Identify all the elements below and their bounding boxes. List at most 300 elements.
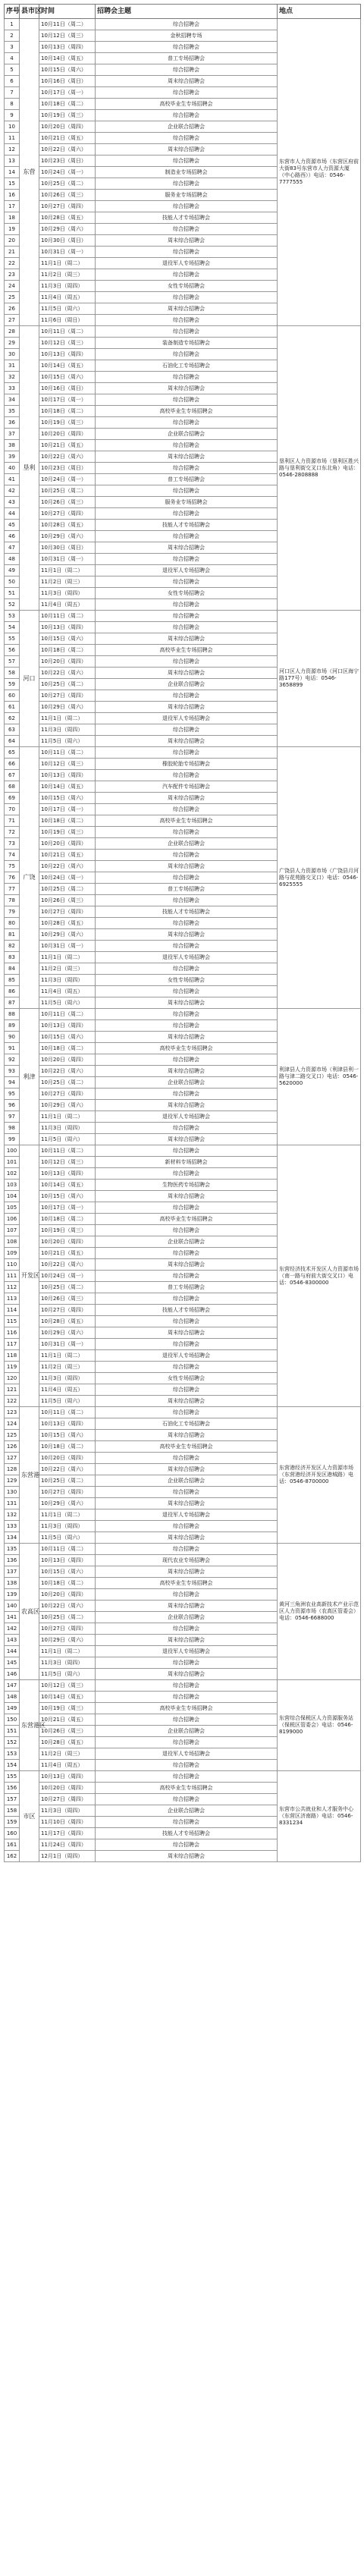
row-index: 123 <box>5 1407 20 1418</box>
topic-cell: 周末综合招聘会 <box>96 1669 278 1680</box>
row-index: 162 <box>5 1851 20 1862</box>
topic-cell: 综合招聘会 <box>96 963 278 975</box>
topic-cell: 退役军人专场招聘会 <box>96 565 278 576</box>
topic-cell: 综合招聘会 <box>96 485 278 497</box>
time-cell: 10月15日（周六） <box>39 1032 96 1043</box>
topic-cell: 高校毕业生专场招聘会 <box>96 1783 278 1794</box>
row-index: 100 <box>5 1145 20 1157</box>
time-cell: 10月17日（周一） <box>39 804 96 815</box>
topic-cell: 周末综合招聘会 <box>96 1259 278 1271</box>
topic-cell: 综合招聘会 <box>96 1623 278 1635</box>
venue-cell: 利津县人力资源市场（利津县利一路与津二路交叉口）电话：0546-5620000 <box>278 1009 361 1145</box>
time-cell: 10月15日（周六） <box>39 372 96 383</box>
time-cell: 11月1日（周二） <box>39 1350 96 1362</box>
row-index: 77 <box>5 884 20 895</box>
row-index: 28 <box>5 326 20 338</box>
topic-cell: 技能人才专场招聘会 <box>96 906 278 918</box>
row-index: 153 <box>5 1748 20 1760</box>
time-cell: 10月18日（周二） <box>39 99 96 110</box>
time-cell: 10月27日（周四） <box>39 1089 96 1100</box>
row-index: 40 <box>5 463 20 474</box>
row-index: 24 <box>5 281 20 292</box>
time-cell: 10月14日（周五） <box>39 1180 96 1191</box>
topic-cell: 综合招聘会 <box>96 1054 278 1066</box>
topic-cell: 企业联合招聘会 <box>96 121 278 133</box>
row-index: 102 <box>5 1168 20 1180</box>
topic-cell: 综合招聘会 <box>96 326 278 338</box>
row-index: 112 <box>5 1282 20 1293</box>
venue-cell: 东营经济技术开发区人力资源市场（南一路与府前大街交叉口）电话：0546-8300000 <box>278 1145 361 1407</box>
topic-cell: 综合招聘会 <box>96 1817 278 1828</box>
topic-cell: 企业联合招聘会 <box>96 1077 278 1089</box>
row-index: 134 <box>5 1532 20 1544</box>
topic-cell: 高校毕业生专场招聘会 <box>96 645 278 656</box>
time-cell: 10月11日（周二） <box>39 611 96 622</box>
row-index: 85 <box>5 975 20 986</box>
row-index: 16 <box>5 190 20 201</box>
topic-cell: 综合招聘会 <box>96 690 278 702</box>
time-cell: 10月23日（周日） <box>39 463 96 474</box>
row-index: 21 <box>5 247 20 258</box>
topic-cell: 综合招聘会 <box>96 872 278 884</box>
topic-cell: 综合招聘会 <box>96 1407 278 1418</box>
topic-cell: 综合招聘会 <box>96 1339 278 1350</box>
row-index: 86 <box>5 986 20 997</box>
row-index: 120 <box>5 1373 20 1384</box>
row-index: 73 <box>5 838 20 850</box>
table-row <box>5 19 361 30</box>
topic-cell: 综合招聘会 <box>96 178 278 190</box>
time-cell: 11月5日（周六） <box>39 1396 96 1407</box>
time-cell: 10月27日（周四） <box>39 1305 96 1316</box>
topic-cell: 退役军人专场招聘会 <box>96 258 278 269</box>
time-cell: 11月3日（周四） <box>39 975 96 986</box>
row-index: 13 <box>5 156 20 167</box>
row-index: 51 <box>5 588 20 599</box>
row-index: 140 <box>5 1601 20 1612</box>
time-cell: 10月29日（周六） <box>39 1327 96 1339</box>
topic-cell: 高校毕业生专场招聘会 <box>96 1441 278 1453</box>
topic-cell: 周末综合招聘会 <box>96 861 278 872</box>
topic-cell: 企业联合招聘会 <box>96 1236 278 1248</box>
district-cell: 利津 <box>20 1009 39 1145</box>
time-cell: 10月30日（周日） <box>39 235 96 247</box>
time-cell: 10月15日（周六） <box>39 1566 96 1578</box>
time-cell: 11月1日（周二） <box>39 1111 96 1123</box>
topic-cell: 女性专场招聘会 <box>96 1373 278 1384</box>
row-index: 82 <box>5 941 20 952</box>
time-cell: 10月16日（周日） <box>39 383 96 394</box>
time-cell: 10月20日（周四） <box>39 1589 96 1601</box>
topic-cell: 综合招聘会 <box>96 440 278 451</box>
topic-cell: 综合招聘会 <box>96 1225 278 1236</box>
row-index: 126 <box>5 1441 20 1453</box>
topic-cell: 综合招聘会 <box>96 1316 278 1327</box>
topic-cell: 普工专场招聘会 <box>96 884 278 895</box>
time-cell: 10月16日（周日） <box>39 76 96 87</box>
row-index: 161 <box>5 1839 20 1851</box>
topic-cell: 周末综合招聘会 <box>96 1100 278 1111</box>
row-index: 108 <box>5 1236 20 1248</box>
topic-cell: 退役军人专场招聘会 <box>96 713 278 724</box>
topic-cell: 综合招聘会 <box>96 1271 278 1282</box>
row-index: 56 <box>5 645 20 656</box>
topic-cell: 技能人才专场招聘会 <box>96 520 278 531</box>
time-cell: 11月5日（周六） <box>39 997 96 1009</box>
time-cell: 11月4日（周五） <box>39 599 96 611</box>
topic-cell: 周末综合招聘会 <box>96 668 278 679</box>
topic-cell: 女性专场招聘会 <box>96 281 278 292</box>
row-index: 87 <box>5 997 20 1009</box>
time-cell: 10月20日（周四） <box>39 121 96 133</box>
topic-cell: 综合招聘会 <box>96 622 278 633</box>
row-index: 70 <box>5 804 20 815</box>
row-index: 20 <box>5 235 20 247</box>
row-index: 131 <box>5 1498 20 1509</box>
time-cell: 10月29日（周六） <box>39 1635 96 1646</box>
topic-cell: 综合招聘会 <box>96 87 278 99</box>
time-cell: 10月20日（周四） <box>39 429 96 440</box>
topic-cell: 周末综合招聘会 <box>96 383 278 394</box>
topic-cell: 装备制造专场招聘会 <box>96 338 278 349</box>
topic-cell: 企业联合招聘会 <box>96 429 278 440</box>
time-cell: 10月13日（周四） <box>39 1168 96 1180</box>
time-cell: 11月2日（周三） <box>39 1362 96 1373</box>
time-cell: 10月23日（周日） <box>39 156 96 167</box>
time-cell: 10月19日（周三） <box>39 1225 96 1236</box>
time-cell: 10月13日（周四） <box>39 1771 96 1783</box>
row-index: 110 <box>5 1259 20 1271</box>
row-index: 74 <box>5 850 20 861</box>
header-time: 时间 <box>39 5 96 19</box>
time-cell: 10月26日（周三） <box>39 1293 96 1305</box>
time-cell: 10月12日（周三） <box>39 759 96 770</box>
time-cell: 10月24日（周一） <box>39 872 96 884</box>
time-cell: 10月12日（周三） <box>39 1157 96 1168</box>
row-index: 66 <box>5 759 20 770</box>
row-index: 75 <box>5 861 20 872</box>
row-index: 84 <box>5 963 20 975</box>
topic-cell: 周末综合招聘会 <box>96 793 278 804</box>
topic-cell: 综合招聘会 <box>96 827 278 838</box>
header-district: 县市区 <box>20 5 39 19</box>
row-index: 160 <box>5 1828 20 1839</box>
district-cell: 东营 <box>20 19 39 326</box>
time-cell: 10月27日（周四） <box>39 906 96 918</box>
row-index: 67 <box>5 770 20 781</box>
time-cell: 10月19日（周三） <box>39 110 96 121</box>
topic-cell: 综合招聘会 <box>96 1089 278 1100</box>
time-cell: 10月22日（周六） <box>39 451 96 463</box>
time-cell: 10月18日（周二） <box>39 815 96 827</box>
time-cell: 11月10日（周四） <box>39 1817 96 1828</box>
topic-cell: 周末综合招聘会 <box>96 1635 278 1646</box>
row-index: 147 <box>5 1680 20 1692</box>
row-index: 135 <box>5 1544 20 1555</box>
row-index: 144 <box>5 1646 20 1657</box>
topic-cell: 综合招聘会 <box>96 770 278 781</box>
topic-cell: 综合招聘会 <box>96 611 278 622</box>
row-index: 107 <box>5 1225 20 1236</box>
time-cell: 10月28日（周五） <box>39 1737 96 1748</box>
topic-cell: 综合招聘会 <box>96 1692 278 1703</box>
district-cell: 东营港区 <box>20 1680 39 1771</box>
topic-cell: 周末综合招聘会 <box>96 736 278 747</box>
topic-cell: 综合招聘会 <box>96 1384 278 1396</box>
row-index: 61 <box>5 702 20 713</box>
time-cell: 10月15日（周六） <box>39 1430 96 1441</box>
row-index: 46 <box>5 531 20 542</box>
topic-cell: 综合招聘会 <box>96 531 278 542</box>
time-cell: 11月5日（周六） <box>39 303 96 315</box>
time-cell: 10月24日（周一） <box>39 474 96 485</box>
time-cell: 10月11日（周二） <box>39 1544 96 1555</box>
time-cell: 10月18日（周二） <box>39 645 96 656</box>
topic-cell: 综合招聘会 <box>96 1202 278 1214</box>
topic-cell: 周末综合招聘会 <box>96 303 278 315</box>
topic-cell: 综合招聘会 <box>96 1009 278 1020</box>
row-index: 54 <box>5 622 20 633</box>
topic-cell: 综合招聘会 <box>96 247 278 258</box>
time-cell: 10月22日（周六） <box>39 1259 96 1271</box>
time-cell: 11月2日（周三） <box>39 963 96 975</box>
topic-cell: 综合招聘会 <box>96 986 278 997</box>
time-cell: 10月13日（周四） <box>39 770 96 781</box>
row-index: 12 <box>5 144 20 156</box>
row-index: 138 <box>5 1578 20 1589</box>
district-cell: 东营港 <box>20 1407 39 1544</box>
row-index: 132 <box>5 1509 20 1521</box>
row-index: 63 <box>5 724 20 736</box>
row-index: 43 <box>5 497 20 508</box>
time-cell: 10月11日（周二） <box>39 1009 96 1020</box>
row-index: 93 <box>5 1066 20 1077</box>
topic-cell: 综合招聘会 <box>96 850 278 861</box>
row-index: 156 <box>5 1783 20 1794</box>
time-cell: 10月31日（周一） <box>39 554 96 565</box>
row-index: 118 <box>5 1350 20 1362</box>
time-cell: 10月27日（周四） <box>39 1794 96 1805</box>
time-cell: 10月13日（周四） <box>39 1020 96 1032</box>
row-index: 19 <box>5 224 20 235</box>
row-index: 30 <box>5 349 20 360</box>
time-cell: 10月11日（周二） <box>39 19 96 30</box>
time-cell: 11月5日（周六） <box>39 736 96 747</box>
topic-cell: 普工专场招聘会 <box>96 1282 278 1293</box>
time-cell: 10月22日（周六） <box>39 861 96 872</box>
time-cell: 10月19日（周三） <box>39 827 96 838</box>
topic-cell: 综合招聘会 <box>96 918 278 929</box>
row-index: 122 <box>5 1396 20 1407</box>
time-cell: 10月25日（周二） <box>39 485 96 497</box>
topic-cell: 高校毕业生专场招聘会 <box>96 1214 278 1225</box>
row-index: 78 <box>5 895 20 906</box>
header-topic: 招聘会主题 <box>96 5 278 19</box>
topic-cell: 综合招聘会 <box>96 110 278 121</box>
time-cell: 10月20日（周四） <box>39 838 96 850</box>
time-cell: 11月2日（周三） <box>39 576 96 588</box>
topic-cell: 周末综合招聘会 <box>96 76 278 87</box>
row-index: 149 <box>5 1703 20 1714</box>
topic-cell: 综合招聘会 <box>96 1657 278 1669</box>
venue-cell: 河口区人力资源市场（河口区海宁路177号）电话：0546-3658899 <box>278 611 361 747</box>
row-index: 98 <box>5 1123 20 1134</box>
topic-cell: 综合招聘会 <box>96 1453 278 1464</box>
topic-cell: 综合招聘会 <box>96 1714 278 1726</box>
topic-cell: 综合招聘会 <box>96 224 278 235</box>
topic-cell: 综合招聘会 <box>96 417 278 429</box>
row-index: 88 <box>5 1009 20 1020</box>
time-cell: 10月14日（周五） <box>39 1692 96 1703</box>
time-cell: 11月24日（周四） <box>39 1839 96 1851</box>
table-row <box>5 326 361 338</box>
time-cell: 11月6日（周日） <box>39 315 96 326</box>
topic-cell: 技能人才专场招聘会 <box>96 212 278 224</box>
topic-cell: 综合招聘会 <box>96 1680 278 1692</box>
topic-cell: 综合招聘会 <box>96 19 278 30</box>
time-cell: 10月18日（周二） <box>39 1578 96 1589</box>
row-index: 62 <box>5 713 20 724</box>
time-cell: 11月4日（周五） <box>39 1384 96 1396</box>
topic-cell: 高校毕业生专场招聘会 <box>96 1043 278 1054</box>
time-cell: 10月29日（周六） <box>39 1100 96 1111</box>
time-cell: 10月26日（周三） <box>39 895 96 906</box>
time-cell: 10月21日（周五） <box>39 1714 96 1726</box>
row-index: 146 <box>5 1669 20 1680</box>
time-cell: 11月5日（周六） <box>39 1134 96 1145</box>
topic-cell: 周末综合招聘会 <box>96 1134 278 1145</box>
time-cell: 11月3日（周四） <box>39 281 96 292</box>
time-cell: 10月12日（周三） <box>39 30 96 42</box>
row-index: 158 <box>5 1805 20 1817</box>
topic-cell: 周末综合招聘会 <box>96 1066 278 1077</box>
row-index: 69 <box>5 793 20 804</box>
time-cell: 11月3日（周四） <box>39 1123 96 1134</box>
time-cell: 11月3日（周四） <box>39 724 96 736</box>
topic-cell: 综合招聘会 <box>96 1771 278 1783</box>
row-index: 59 <box>5 679 20 690</box>
row-index: 105 <box>5 1202 20 1214</box>
table-row <box>5 1544 361 1555</box>
row-index: 4 <box>5 53 20 64</box>
time-cell: 10月14日（周五） <box>39 53 96 64</box>
time-cell: 10月14日（周五） <box>39 781 96 793</box>
row-index: 36 <box>5 417 20 429</box>
time-cell: 10月25日（周二） <box>39 178 96 190</box>
row-index: 48 <box>5 554 20 565</box>
time-cell: 11月3日（周四） <box>39 1805 96 1817</box>
time-cell: 10月15日（周六） <box>39 64 96 76</box>
topic-cell: 周末综合招聘会 <box>96 1327 278 1339</box>
time-cell: 10月21日（周五） <box>39 133 96 144</box>
time-cell: 11月2日（周三） <box>39 269 96 281</box>
topic-cell: 橡胶轮胎专场招聘会 <box>96 759 278 770</box>
topic-cell: 服务业专场招聘会 <box>96 190 278 201</box>
row-index: 5 <box>5 64 20 76</box>
table-header-row <box>5 5 361 19</box>
topic-cell: 综合招聘会 <box>96 1293 278 1305</box>
venue-cell: 广饶县人力资源市场（广饶县月河路与花苑路交叉口）电话：0546-6925555 <box>278 747 361 1009</box>
time-cell: 10月11日（周二） <box>39 1407 96 1418</box>
topic-cell: 石油化工专场招聘会 <box>96 360 278 372</box>
time-cell: 10月24日（周一） <box>39 167 96 178</box>
time-cell: 10月20日（周四） <box>39 656 96 668</box>
time-cell: 11月1日（周二） <box>39 258 96 269</box>
time-cell: 10月29日（周六） <box>39 929 96 941</box>
time-cell: 10月22日（周六） <box>39 1464 96 1475</box>
time-cell: 10月31日（周一） <box>39 247 96 258</box>
topic-cell: 周末综合招聘会 <box>96 235 278 247</box>
time-cell: 11月5日（周六） <box>39 1669 96 1680</box>
time-cell: 10月13日（周四） <box>39 1418 96 1430</box>
time-cell: 11月3日（周四） <box>39 1373 96 1384</box>
time-cell: 10月26日（周三） <box>39 497 96 508</box>
topic-cell: 退役军人专场招聘会 <box>96 1646 278 1657</box>
time-cell: 11月1日（周二） <box>39 565 96 576</box>
topic-cell: 现代农业专场招聘会 <box>96 1555 278 1566</box>
topic-cell: 综合招聘会 <box>96 1794 278 1805</box>
district-cell: 广饶 <box>20 747 39 1009</box>
row-index: 91 <box>5 1043 20 1054</box>
row-index: 10 <box>5 121 20 133</box>
job-fair-schedule-table <box>4 4 361 1862</box>
topic-cell: 金秋招聘专场 <box>96 30 278 42</box>
row-index: 23 <box>5 269 20 281</box>
row-index: 114 <box>5 1305 20 1316</box>
topic-cell: 综合招聘会 <box>96 941 278 952</box>
time-cell: 10月28日（周五） <box>39 918 96 929</box>
district-cell: 河口 <box>20 611 39 747</box>
row-index: 142 <box>5 1623 20 1635</box>
topic-cell: 技能人才专场招聘会 <box>96 1828 278 1839</box>
topic-cell: 企业联合招聘会 <box>96 679 278 690</box>
header-venue: 地点 <box>278 5 361 19</box>
topic-cell: 周末综合招聘会 <box>96 929 278 941</box>
time-cell: 10月29日（周六） <box>39 224 96 235</box>
time-cell: 10月31日（周一） <box>39 941 96 952</box>
venue-cell: 东营港经济开发区人力资源市场（东营港经济开发区港城路）电话：0546-8700000 <box>278 1407 361 1544</box>
topic-cell: 高校毕业生专场招聘会 <box>96 99 278 110</box>
topic-cell: 周末综合招聘会 <box>96 1498 278 1509</box>
time-cell: 10月15日（周六） <box>39 633 96 645</box>
topic-cell: 综合招聘会 <box>96 156 278 167</box>
topic-cell: 生物医药专场招聘会 <box>96 1180 278 1191</box>
row-index: 97 <box>5 1111 20 1123</box>
time-cell: 10月13日（周四） <box>39 622 96 633</box>
venue-cell: 黄河三角洲农业高新技术产业示范区人力资源市场（农高区管委会）电话：0546-6688000 <box>278 1544 361 1680</box>
row-index: 101 <box>5 1157 20 1168</box>
time-cell: 11月3日（周四） <box>39 588 96 599</box>
row-index: 103 <box>5 1180 20 1191</box>
row-index: 39 <box>5 451 20 463</box>
time-cell: 10月21日（周五） <box>39 850 96 861</box>
time-cell: 10月27日（周四） <box>39 1487 96 1498</box>
time-cell: 10月29日（周六） <box>39 1498 96 1509</box>
row-index: 72 <box>5 827 20 838</box>
topic-cell: 综合招聘会 <box>96 292 278 303</box>
table-row <box>5 611 361 622</box>
time-cell: 10月15日（周六） <box>39 1191 96 1202</box>
topic-cell: 退役军人专场招聘会 <box>96 1748 278 1760</box>
time-cell: 10月20日（周四） <box>39 1054 96 1066</box>
row-index: 35 <box>5 406 20 417</box>
venue-cell: 东营市人力资源市场（东营区府前大街83号东营市人力资源大厦（中心路西））电话：0546-7777555 <box>278 19 361 326</box>
time-cell: 10月13日（周四） <box>39 42 96 53</box>
time-cell: 10月14日（周五） <box>39 360 96 372</box>
topic-cell: 周末综合招聘会 <box>96 997 278 1009</box>
topic-cell: 企业联合招聘会 <box>96 1475 278 1487</box>
row-index: 81 <box>5 929 20 941</box>
